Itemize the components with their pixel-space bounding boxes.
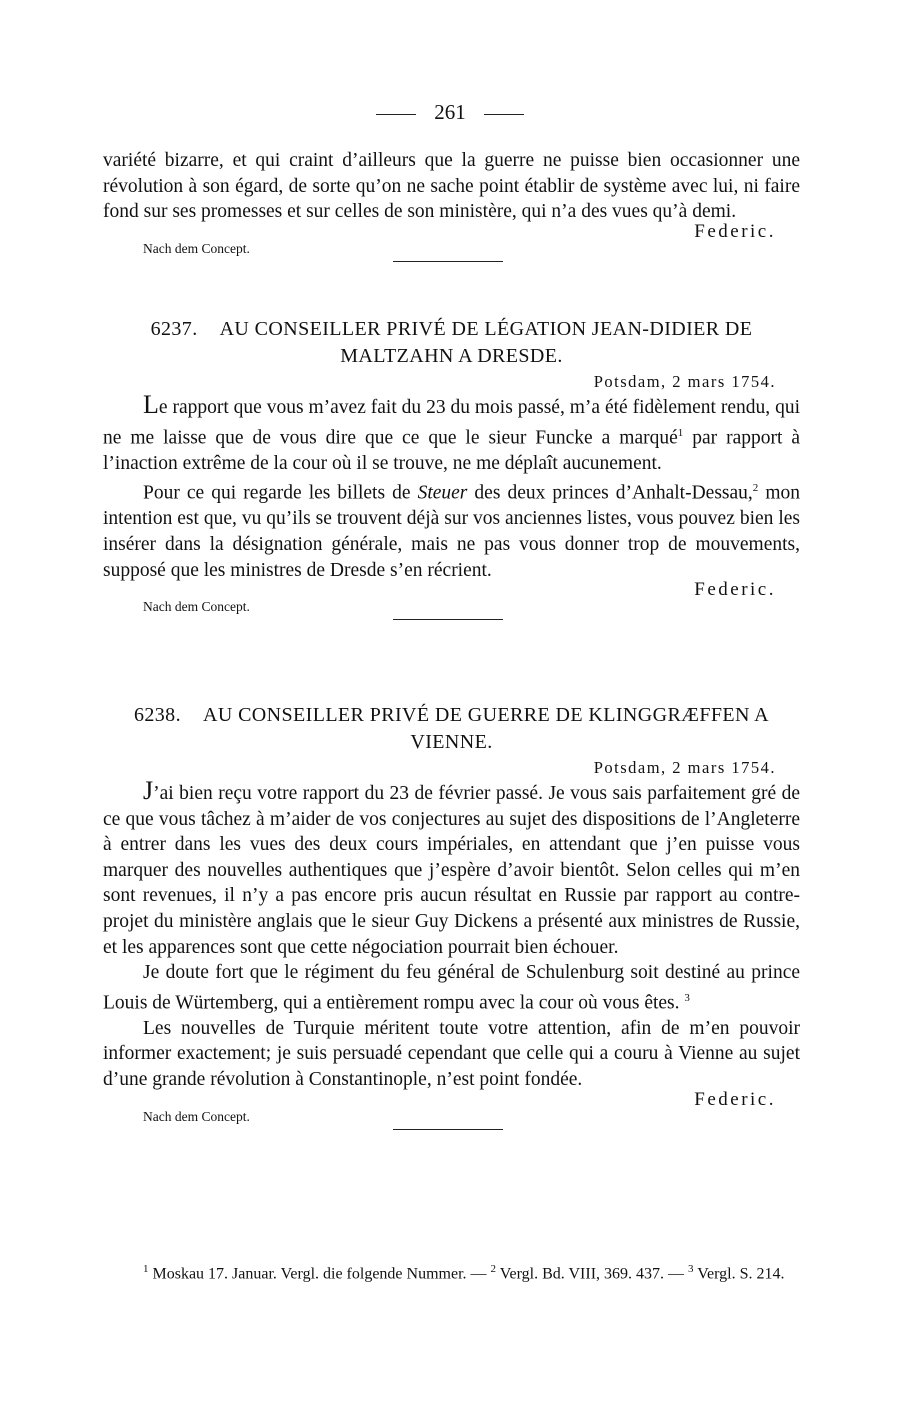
footnote-content: Moskau 17. Januar. Vergl. die folgende Nummer. —	[148, 1265, 491, 1283]
header-dash-right	[484, 114, 524, 115]
footnote-ref: 3	[684, 991, 690, 1004]
separator-rule	[393, 261, 503, 262]
header-dash-left	[376, 114, 416, 115]
footnotes	[103, 1258, 800, 1285]
footnote-content: Vergl. Bd. VIII, 369. 437. —	[496, 1265, 689, 1283]
letter-heading	[103, 316, 800, 370]
source-note: Nach dem Concept.	[143, 240, 250, 256]
initial-letter: J	[143, 776, 154, 805]
letter-6237	[103, 316, 800, 620]
emphasis-term: Steuer	[417, 482, 468, 504]
letter-date	[103, 758, 776, 778]
date-value: 2 mars 1754.	[672, 758, 776, 777]
page-header	[0, 100, 900, 125]
footnote-text	[103, 1258, 800, 1285]
paragraph-text: par rapport à l’inaction extrême de la cour où il se trouve, ne me déplaît aucunement.	[103, 427, 800, 474]
initial-letter: L	[143, 390, 159, 419]
footnote-number: 1	[143, 1263, 149, 1275]
letter-6238	[103, 702, 800, 1130]
footnote-ref: 1	[677, 426, 684, 439]
separator-rule	[393, 619, 503, 620]
letter-title: AU CONSEILLER PRIVÉ DE GUERRE DE KLINGGRÆFFEN A VIENNE.	[202, 704, 770, 753]
letter-date	[103, 372, 776, 392]
page-number: 261	[434, 100, 466, 124]
paragraph-text: ’ai bien reçu votre rapport du 23 de février passé. Je vous sais parfaitement gré de ce que vous tâchez à m’aider de vos conjectures au sujet des dispositions de l’Angleterre à entrer dans les vues des deux cours impériales, en attendant que j’en puisse vous marquer des nouvelles authentiques que j’espère d’avoir bientôt. Selon celles qui m’en sont revenues, il n’y a pas encore pris aucun résultat en Russie par rapport au contre-projet du ministère anglais que le sieur Guy Dickens a présenté aux ministres de Russie, et les apparences sont que cette négociation pourrait bien échouer.	[103, 783, 800, 958]
footnote-number: 3	[688, 1263, 694, 1275]
paragraph-text: Pour ce qui regarde les billets de	[143, 482, 418, 504]
date-place: Potsdam,	[593, 758, 667, 777]
source-note: Nach dem Concept.	[143, 1108, 250, 1124]
separator-rule	[393, 1129, 503, 1130]
continuation-paragraph: variété bizarre, et qui craint d’ailleurs que la guerre ne puisse bien occasionner une révolution à son égard, de sorte qu’on ne sache point établir de système avec lui, ni faire fond sur ses promesses et sur celles de son ministère, qui n’a des vues qu’à demi.	[103, 150, 800, 223]
letter-paragraph	[103, 392, 800, 476]
letter-paragraph	[103, 960, 800, 1016]
paragraph-text: Je doute fort que le régiment du feu général de Schulenburg soit destiné au prince Louis de Würtemberg, qui a entièrement rompu avec la cour où vous êtes.	[103, 962, 800, 1014]
letter-title: AU CONSEILLER PRIVÉ DE LÉGATION JEAN-DIDIER DE MALTZAHN A DRESDE.	[219, 318, 753, 367]
source-note: Nach dem Concept.	[143, 599, 250, 615]
paragraph-text: des deux princes d’Anhalt-Dessau,	[467, 482, 753, 504]
paragraph-text: mon intention est que, vu qu’ils se trouvent déjà sur vos anciennes listes, vous pouvez bien les insérer dans la désignation générale, mais ne pas vous donner trop de mouvements, supposé que les ministres de Dresde s’en récrient.	[103, 482, 800, 581]
signature: Federic.	[694, 579, 776, 601]
signature: Federic.	[694, 1088, 776, 1110]
letter-number: 6237.	[150, 318, 198, 340]
signature: Federic.	[694, 220, 776, 242]
date-value: 2 mars 1754.	[672, 372, 776, 391]
paragraph-text: e rapport que vous m’avez fait du 23 du mois passé, m’a été fidèlement rendu, qui ne me laisse que de vous dire que ce que le sieur Funcke a marqué	[103, 397, 800, 449]
footnote-ref: 2	[752, 482, 759, 495]
letter-paragraph: Les nouvelles de Turquie méritent toute votre attention, afin de m’en pouvoir informer exactement; je suis persuadé cependant que celle qui a couru à Vienne au sujet d’une grande révolution à Constantinople, n’est point fondée.	[103, 1017, 800, 1091]
letter-heading	[103, 702, 800, 756]
footnote-number: 2	[490, 1263, 497, 1275]
letter-continuation	[103, 148, 800, 262]
letter-paragraph	[103, 778, 800, 960]
letter-number: 6238.	[133, 704, 181, 726]
letter-paragraph	[103, 476, 800, 583]
date-place: Potsdam,	[593, 372, 667, 391]
footnote-content: Vergl. S. 214.	[693, 1265, 785, 1283]
